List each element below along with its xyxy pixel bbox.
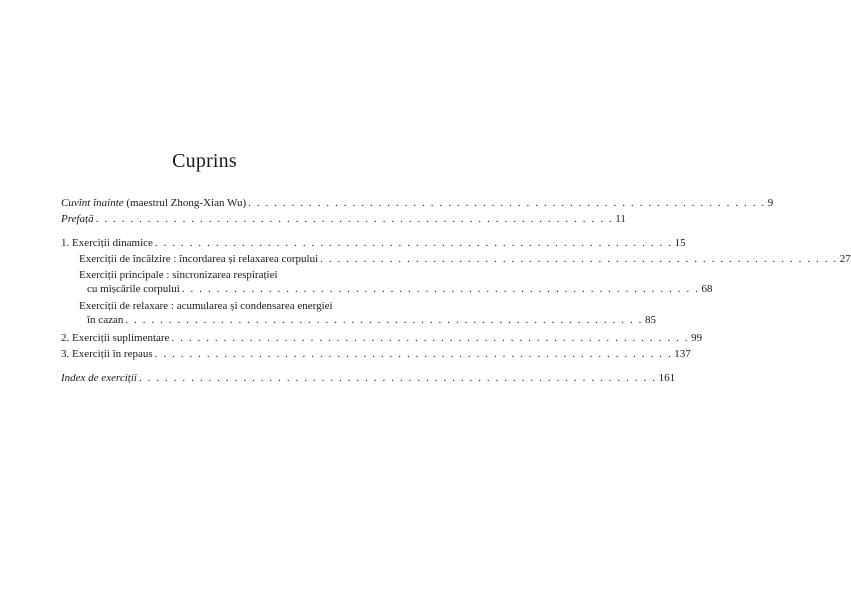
toc-entry-preface[interactable] (61, 212, 626, 226)
toc-entry-foreword[interactable] (61, 196, 774, 210)
toc-page-number: 27 (839, 253, 851, 265)
toc-entry-chapter-1[interactable] (61, 236, 686, 250)
dot-leader: . . . . . . . . . . . . . . . . . . . . . . . . . . . . . . . . . . . . . . . . . . . . . . . . . . . . . . . . . . . . (248, 197, 766, 209)
toc-page-number: 15 (674, 237, 686, 249)
toc-entry-label: Index de exerciții (61, 372, 137, 384)
page-title: Cuprins (172, 150, 237, 172)
toc-entry-label: Cuvînt înainte (maestrul Zhong-Xian Wu) (61, 197, 247, 209)
dot-leader: . . . . . . . . . . . . . . . . . . . . . . . . . . . . . . . . . . . . . . . . . . . . . . . . . . . . . . . . . . . . (181, 283, 700, 295)
toc-entry-chapter-3[interactable] (61, 347, 691, 361)
dot-leader: . . . . . . . . . . . . . . . . . . . . . . . . . . . . . . . . . . . . . . . . . . . . . . . . . . . . . . . . . . . . (171, 332, 690, 344)
toc-page-number: 137 (674, 348, 691, 360)
dot-leader: . . . . . . . . . . . . . . . . . . . . . . . . . . . . . . . . . . . . . . . . . . . . . . . . . . . . . . . . . . . . (320, 253, 838, 265)
toc-page-number: 85 (645, 314, 656, 326)
dot-leader: . . . . . . . . . . . . . . . . . . . . . . . . . . . . . . . . . . . . . . . . . . . . . . . . . . . . . . . . . . . . (125, 314, 643, 326)
toc-page-number: 9 (767, 197, 774, 209)
toc-entry-label-line-2: cu mișcările corpului (87, 283, 180, 295)
dot-leader: . . . . . . . . . . . . . . . . . . . . . . . . . . . . . . . . . . . . . . . . . . . . . . . . . . . . . . . . . . . . (154, 237, 673, 249)
toc-entry-relaxation[interactable] (79, 299, 656, 327)
toc-entry-label-line-1: Exerciții de relaxare : acumularea și condensarea energiei (79, 300, 333, 312)
toc-entry-label-line-1: Exerciții principale : sincronizarea respirației (79, 269, 278, 281)
toc-entry-index[interactable] (61, 371, 676, 385)
toc-entry-principal[interactable] (79, 268, 713, 296)
toc-entry-warmup[interactable] (79, 252, 851, 266)
toc-page-number: 11 (615, 213, 626, 225)
toc-entry-label: Exerciții de încălzire : încordarea și relaxarea corpului (79, 253, 319, 265)
toc-page-number: 68 (701, 283, 713, 295)
dot-leader: . . . . . . . . . . . . . . . . . . . . . . . . . . . . . . . . . . . . . . . . . . . . . . . . . . . . . . . . . . . . (95, 213, 614, 225)
toc-entry-label: 1. Exerciții dinamice (61, 237, 153, 249)
toc-entry-label-line-2: în cazan (87, 314, 124, 326)
toc-entry-label: Prefață (61, 213, 94, 225)
toc-entry-label: 2. Exerciții suplimentare (61, 332, 170, 344)
dot-leader: . . . . . . . . . . . . . . . . . . . . . . . . . . . . . . . . . . . . . . . . . . . . . . . . . . . . . . . . . . . . (154, 348, 673, 360)
dot-leader: . . . . . . . . . . . . . . . . . . . . . . . . . . . . . . . . . . . . . . . . . . . . . . . . . . . . . . . . . . . . (138, 372, 657, 384)
toc-entry-label: 3. Exerciții în repaus (61, 348, 153, 360)
toc-page-number: 161 (658, 372, 676, 384)
toc-page-number: 99 (691, 332, 703, 344)
toc-entry-chapter-2[interactable] (61, 331, 703, 345)
